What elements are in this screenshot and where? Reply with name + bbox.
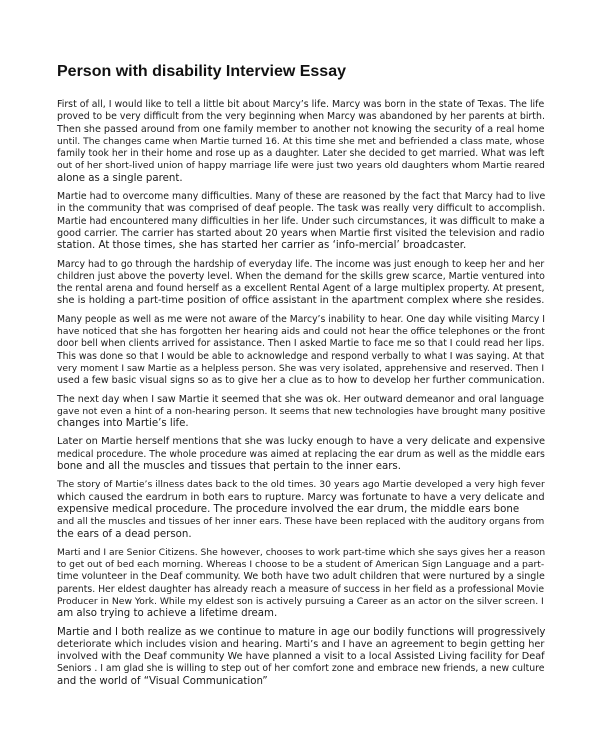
paragraph-line: gave not even a hint of a non-hearing person. It seems that new technologies have brought many positive bbox=[57, 406, 546, 417]
paragraph-line: very moment I saw Martie as a helpless person. She was very isolated, apprehensive and reserved. Then I bbox=[57, 363, 545, 374]
paragraph-line: This was done so that I would be able to acknowledge and respond verbally to what I was saying. At that bbox=[57, 350, 545, 362]
paragraph-line: The story of Martie’s illness dates back to the old times. 30 years ago Martie developed a very high fever bbox=[57, 479, 545, 491]
paragraph-line: door bell when clients arrived for assistance. Then I asked Martie to face me so that I could read her lips. bbox=[57, 338, 545, 350]
paragraph-line: she is holding a part-time position of office assistant in the apartment complex where she resides. bbox=[57, 295, 545, 307]
paragraph-line: deteriorate which includes vision and hearing. Marti’s and I have an agreement to begin getting her bbox=[57, 638, 545, 650]
essay-paragraph bbox=[57, 436, 547, 473]
paragraph-line: in the community that was comprised of deaf people. The task was really very difficult to accomplish. bbox=[57, 203, 546, 215]
paragraph-line: Seniors . I am glad she is willing to step out of her comfort zone and embrace new friends, a new culture bbox=[57, 663, 545, 675]
essay-paragraph bbox=[57, 394, 547, 431]
paragraph-line: changes into Martie’s life. bbox=[57, 418, 189, 430]
paragraph-line: am also trying to achieve a lifetime dream. bbox=[57, 608, 278, 620]
paragraph-line: The next day when I saw Martie it seemed that she was ok. Her outward demeanor and oral language bbox=[57, 393, 545, 405]
paragraph-line: expensive medical procedure. The procedure involved the ear drum, the middle ears bone bbox=[57, 503, 520, 515]
paragraph-line: good carrier. The carrier has started about 20 years when Martie first visited the television and radio bbox=[57, 227, 545, 239]
paragraph-line: Martie had to overcome many difficulties. Many of these are reasoned by the fact that Marcy had to live bbox=[57, 191, 546, 203]
paragraph-line: Producer in New York. While my eldest son is actively pursuing a Career as an actor on the silver screen. I bbox=[57, 595, 544, 607]
paragraph-line: the rental arena and found herself as a excellent Rental Agent of a large multiplex property. At present, bbox=[57, 283, 545, 295]
paragraph-line: Marcy had to go through the hardship of everyday life. The income was just enough to keep her and her bbox=[57, 258, 545, 270]
paragraph-line: medical procedure. The whole procedure was aimed at replacing the ear drum as well as the middle ears bbox=[57, 448, 545, 460]
essay-body bbox=[57, 99, 547, 694]
paragraph-line: alone as a single parent. bbox=[57, 172, 183, 184]
paragraph-line: involved with the Deaf community We have planned a visit to a local Assisted Living facility for Deaf bbox=[57, 651, 545, 663]
paragraph-line: Later on Martie herself mentions that she was lucky enough to have a very delicate and expensive bbox=[57, 436, 546, 448]
essay-paragraph bbox=[57, 99, 547, 185]
paragraph-line: station. At those times, she has started her carrier as ‘info-mercial’ broadcaster. bbox=[57, 240, 467, 252]
paragraph-line: Many people as well as me were not aware of the Marcy’s inability to hear. One day while visiting Marcy I bbox=[57, 313, 545, 325]
essay-paragraph bbox=[57, 547, 547, 621]
essay-paragraph bbox=[57, 627, 547, 688]
paragraph-line: children just above the poverty level. When the demand for the skills grew scarce, Martie ventured into bbox=[57, 270, 545, 282]
essay-title: Person with disability Interview Essay bbox=[57, 63, 346, 80]
paragraph-line: to get out of bed each morning. Whereas I choose to be a student of American Sign Language and a part- bbox=[57, 559, 545, 571]
paragraph-line: and all the muscles and tissues of her inner ears. These have been replaced with the auditory organs from bbox=[57, 517, 545, 528]
paragraph-line: Martie and I both realize as we continue to mature in age our bodily functions will progressively bbox=[57, 626, 546, 638]
paragraph-line: used a few basic visual signs so as to give her a clue as to how to develop her further communication. bbox=[57, 375, 545, 387]
paragraph-line: First of all, I would like to tell a little bit about Marcy’s life. Marcy was born in the state of Texas. The life bbox=[57, 99, 545, 110]
paragraph-line: have noticed that she has forgotten her hearing aids and could not hear the office telephones or the front bbox=[57, 326, 545, 338]
paragraph-line: the ears of a dead person. bbox=[57, 528, 192, 540]
paragraph-line: Martie had encountered many difficulties in her life. Under such circumstances, it was difficult to make a bbox=[57, 215, 545, 227]
paragraph-line: which caused the eardrum in both ears to rupture. Marcy was fortunate to have a very delicate and bbox=[57, 491, 545, 503]
essay-paragraph bbox=[57, 191, 547, 252]
paragraph-line: proved to be very difficult from the very beginning when Marcy was abandoned by her parents at birth. bbox=[57, 111, 545, 123]
paragraph-line: and the world of “Visual Communication” bbox=[57, 675, 268, 687]
paragraph-line: time volunteer in the Deaf community. We both have two adult children that were nurtured by a single bbox=[57, 571, 545, 583]
essay-paragraph bbox=[57, 479, 547, 540]
paragraph-line: bone and all the muscles and tissues that pertain to the inner ears. bbox=[57, 461, 401, 473]
paragraph-line: Then she passed around from one family member to another not knowing the security of a real home bbox=[57, 123, 545, 135]
essay-paragraph bbox=[57, 314, 547, 388]
paragraph-line: Marti and I are Senior Citizens. She however, chooses to work part-time which she says gives her a reason bbox=[57, 547, 546, 558]
paragraph-line: parents. Her eldest daughter has already reach a measure of success in her field as a professional Movie bbox=[57, 583, 545, 595]
paragraph-line: family took her in their home and rose up as a daughter. Later she decided to get married. What was left bbox=[57, 148, 545, 160]
paragraph-line: out of her short-lived union of happy marriage life were just two years old daughters whom Martie reared bbox=[57, 160, 545, 172]
essay-paragraph bbox=[57, 259, 547, 308]
paragraph-line: until. The changes came when Martie turned 16. At this time she met and befriended a class mate, whose bbox=[57, 135, 545, 147]
